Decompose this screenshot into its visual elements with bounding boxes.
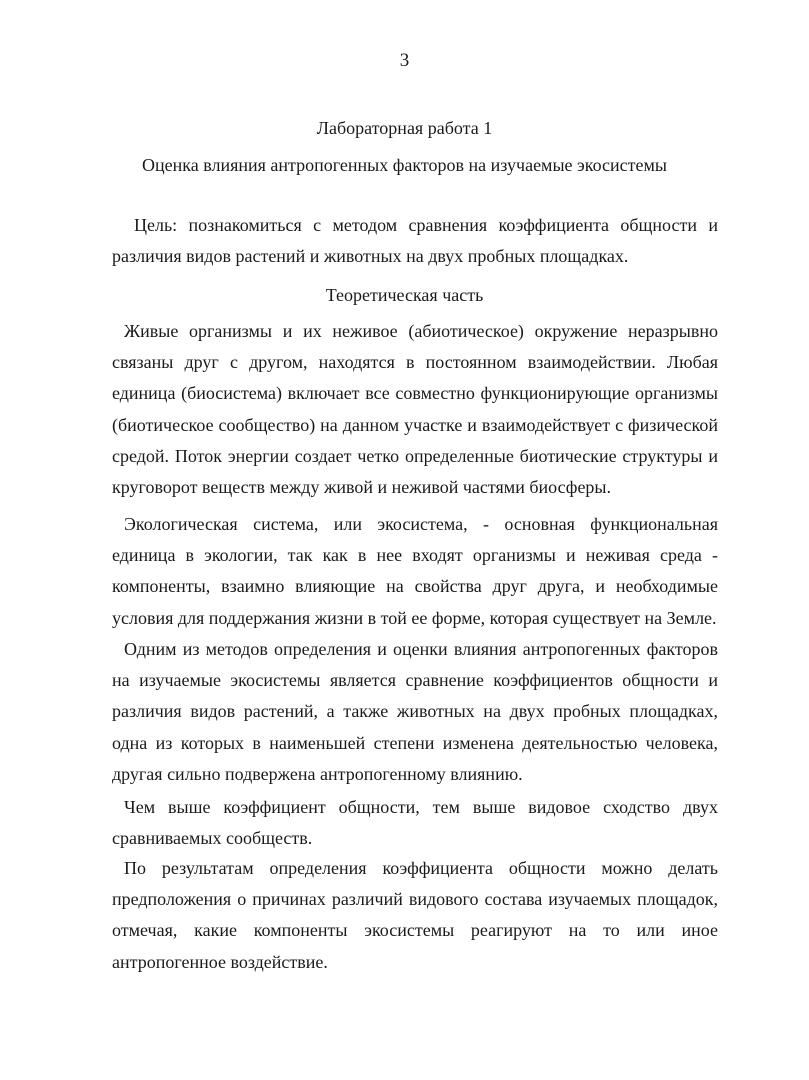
- paragraph-4: Чем выше коэффициент общности, тем выше видовое сходство двух сравниваемых сообществ.: [112, 797, 718, 849]
- section-heading: Теоретическая часть: [325, 285, 484, 305]
- lab-subtitle: Оценка влияния антропогенных факторов на изучаемые экосистемы: [142, 155, 667, 175]
- lab-title: Лабораторная работа 1: [316, 118, 493, 138]
- goal-paragraph: Цель: познакомиться с методом сравнения коэффициента общности и различия видов растений и животных на двух пробных площадках.: [112, 215, 718, 267]
- paragraph-1: Живые организмы и их неживое (абиотическое) окружение неразрывно связаны друг с другом, находятся в постоянном взаимодействии. Любая единица (биосистема) включает все совместно функционирующие организмы (биотическое сообщество) на данном участке и взаимодействует с физической средой. Поток энергии создает четко определенные биотические структуры и круговорот веществ между живой и неживой частями биосферы.: [112, 321, 718, 498]
- paragraph-5: По результатам определения коэффициента общности можно делать предположения о причинах различий видового состава изучаемых площадок, отмечая, какие компоненты экосистемы реагируют на то или иное антропогенное воздействие.: [112, 858, 718, 972]
- paragraph-2: Экологическая система, или экосистема, - основная функциональная единица в экологии, так как в нее входят организмы и неживая среда - компоненты, взаимно влияющие на свойства друг друга, и необходимые условия для поддержания жизни в той ее форме, которая существует на Земле.: [112, 514, 718, 628]
- paragraph-3: Одним из методов определения и оценки влияния антропогенных факторов на изучаемые экосистемы является сравнение коэффициентов общности и различия видов растений, а также животных на двух пробных площадках, одна из которых в наименьшей степени изменена деятельностью человека, другая сильно подвержена антропогенному влиянию.: [112, 639, 718, 784]
- page-number: 3: [399, 50, 410, 71]
